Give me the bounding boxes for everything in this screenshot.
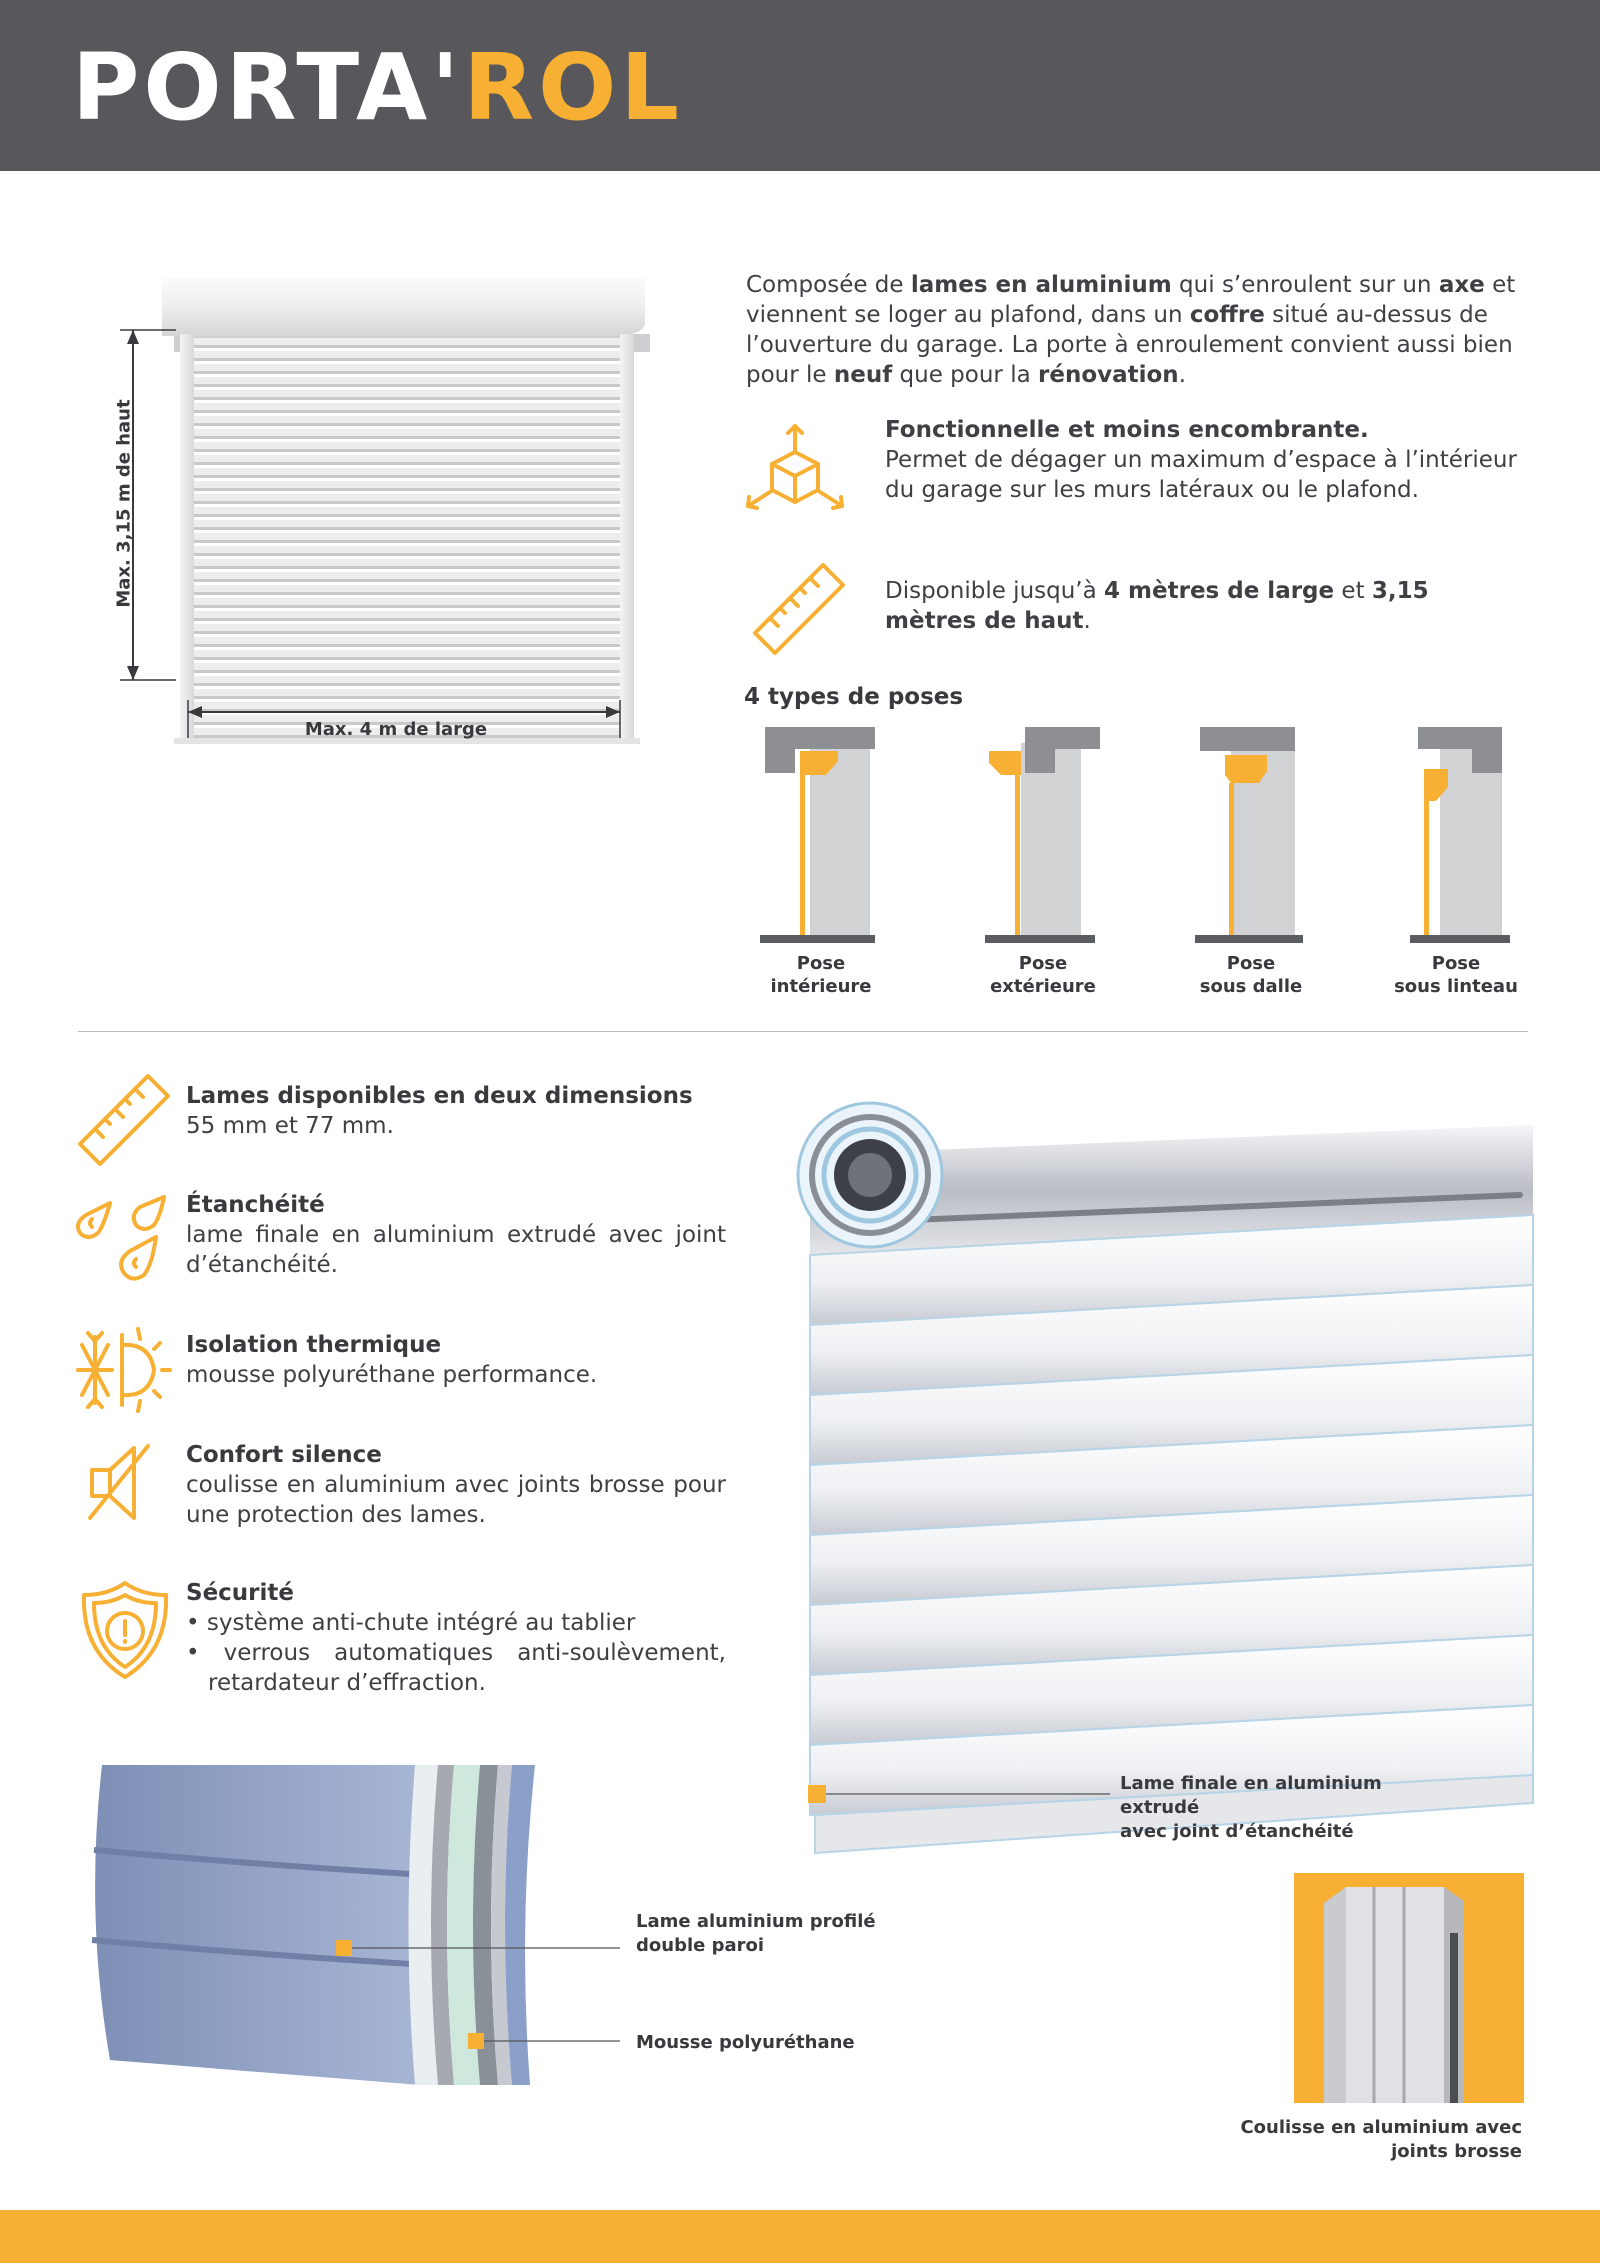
muted-speaker-icon	[70, 1428, 180, 1538]
pose-sous-dalle-diagram	[1195, 727, 1315, 947]
intro-paragraph: Composée de lames en aluminium qui s’enroulent sur un axe et viennent se loger au plafond, dans un coffre situé au-dessus de l’ouverture du garage. La porte à enroulement convient aussi bien pour le neuf que pour la rénovation.	[746, 272, 1516, 388]
callout-lame-profile: Lame aluminium profilé double paroi	[636, 1911, 876, 1956]
spec-isolation: Isolation thermique mousse polyuréthane performance.	[186, 1332, 598, 1388]
feature-compact-text: Permet de dégager un maximum d’espace à l’intérieur du garage sur les murs latéraux ou le plafond.	[885, 447, 1517, 503]
width-label: Max. 4 m de large	[304, 719, 488, 740]
spec-etancheite: Étanchéité lame finale en aluminium extrudé avec joint d’étanchéité.	[186, 1192, 726, 1278]
feature-compact	[885, 415, 1535, 505]
slat-cross-section-illustration	[80, 1755, 620, 2105]
box-arrows-icon	[740, 420, 850, 530]
footer-bar	[0, 2210, 1600, 2263]
spec-securite-bullet: • verrous automatiques anti-soulèvement, retardateur d’effraction.	[186, 1638, 726, 1698]
snow-sun-icon	[70, 1315, 180, 1425]
pose-label-sous-linteau: Pose sous linteau	[1394, 953, 1518, 997]
water-drops-icon	[70, 1185, 180, 1295]
brand-logo: PORTA'ROL	[72, 34, 684, 141]
spec-dimensions: Lames disponibles en deux dimensions 55 mm et 77 mm.	[186, 1083, 693, 1139]
pose-sous-linteau-diagram	[1410, 727, 1530, 947]
height-label: Max. 3,15 m de haut	[113, 399, 135, 608]
feature-compact-title: Fonctionnelle et moins encombrante.	[885, 417, 1369, 443]
callout-mousse: Mousse polyuréthane	[636, 2032, 855, 2053]
pose-label-exterieure: Pose extérieure	[990, 953, 1096, 997]
spec-securite-bullet: • système anti-chute intégré au tablier	[186, 1608, 726, 1638]
pose-label-interieure: Pose intérieure	[770, 953, 872, 997]
pose-interieure-diagram	[760, 727, 880, 947]
ruler-icon	[745, 555, 855, 665]
callout-lame-finale: Lame finale en aluminium extrudé avec joint d’étanchéité	[1120, 1773, 1382, 1842]
feature-size-text: Disponible jusqu’à 4 mètres de large et 3,15 mètres de haut.	[885, 578, 1429, 634]
roller-door-illustration	[100, 270, 700, 750]
section-divider	[78, 1031, 1528, 1032]
callout-coulisse: Coulisse en aluminium avec joints brosse	[1240, 2117, 1522, 2162]
shield-alert-icon	[70, 1575, 180, 1685]
pose-label-sous-dalle: Pose sous dalle	[1199, 953, 1303, 997]
poses-title: 4 types de poses	[744, 684, 964, 710]
coulisse-illustration	[1294, 1873, 1524, 2103]
rolled-curtain-illustration	[790, 1075, 1540, 1875]
ruler-icon	[70, 1062, 180, 1172]
pose-exterieure-diagram	[985, 727, 1105, 947]
spec-securite: Sécurité • système anti-chute intégré au tablier • verrous automatiques anti-soulèvement, retardateur d’effraction.	[186, 1578, 726, 1698]
spec-silence: Confort silence coulisse en aluminium avec joints brosse pour une protection des lames.	[186, 1442, 726, 1528]
